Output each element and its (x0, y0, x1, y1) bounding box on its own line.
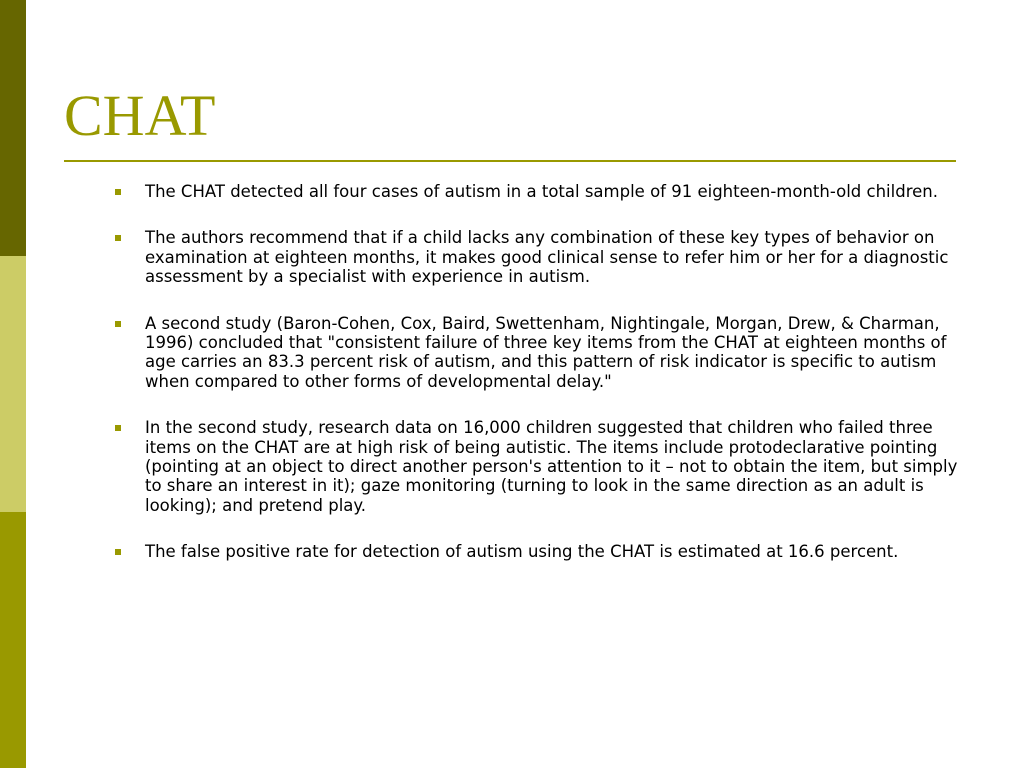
side-stripe-dark (0, 0, 26, 256)
side-stripe-light (0, 256, 26, 512)
square-bullet-icon (115, 425, 121, 431)
bullet-text: The CHAT detected all four cases of autism in a total sample of 91 eighteen-month-old children. (145, 182, 938, 201)
square-bullet-icon (115, 321, 121, 327)
bullet-item (112, 314, 972, 392)
bullet-list (112, 182, 972, 589)
title-underline (64, 160, 956, 162)
slide-title: CHAT (64, 83, 216, 148)
bullet-text: The false positive rate for detection of autism using the CHAT is estimated at 16.6 percent. (145, 542, 899, 562)
bullet-text: A second study (Baron-Cohen, Cox, Baird, Swettenham, Nightingale, Morgan, Drew, & Charman, 1996) concluded that "consistent failure of three key items from the CHAT at eighteen months of age carries an 83.3 percent risk of autism, and this pattern of risk indicator is specific to autism when compared to other forms of developmental delay." (145, 313, 947, 391)
bullet-item (112, 182, 972, 201)
bullet-text: The authors recommend that if a child lacks any combination of these key types of behavior on examination at eighteen months, it makes good clinical sense to refer him or her for a diagnostic assessment by a specialist with experience in autism. (145, 228, 949, 287)
bullet-item (112, 542, 972, 561)
side-stripe-olive (0, 512, 26, 768)
square-bullet-icon (115, 189, 121, 195)
bullet-item (112, 418, 972, 515)
bullet-item (112, 228, 972, 286)
square-bullet-icon (115, 549, 121, 555)
bullet-text: In the second study, research data on 16,000 children suggested that children who failed three items on the CHAT are at high risk of being autistic. The items include protodeclarative pointing (pointing at an object to direct another person's attention to it – not to obtain the item, but simply to share an interest in it); gaze monitoring (turning to look in the same direction as an adult is looking); and pretend play. (145, 418, 958, 515)
square-bullet-icon (115, 235, 121, 241)
